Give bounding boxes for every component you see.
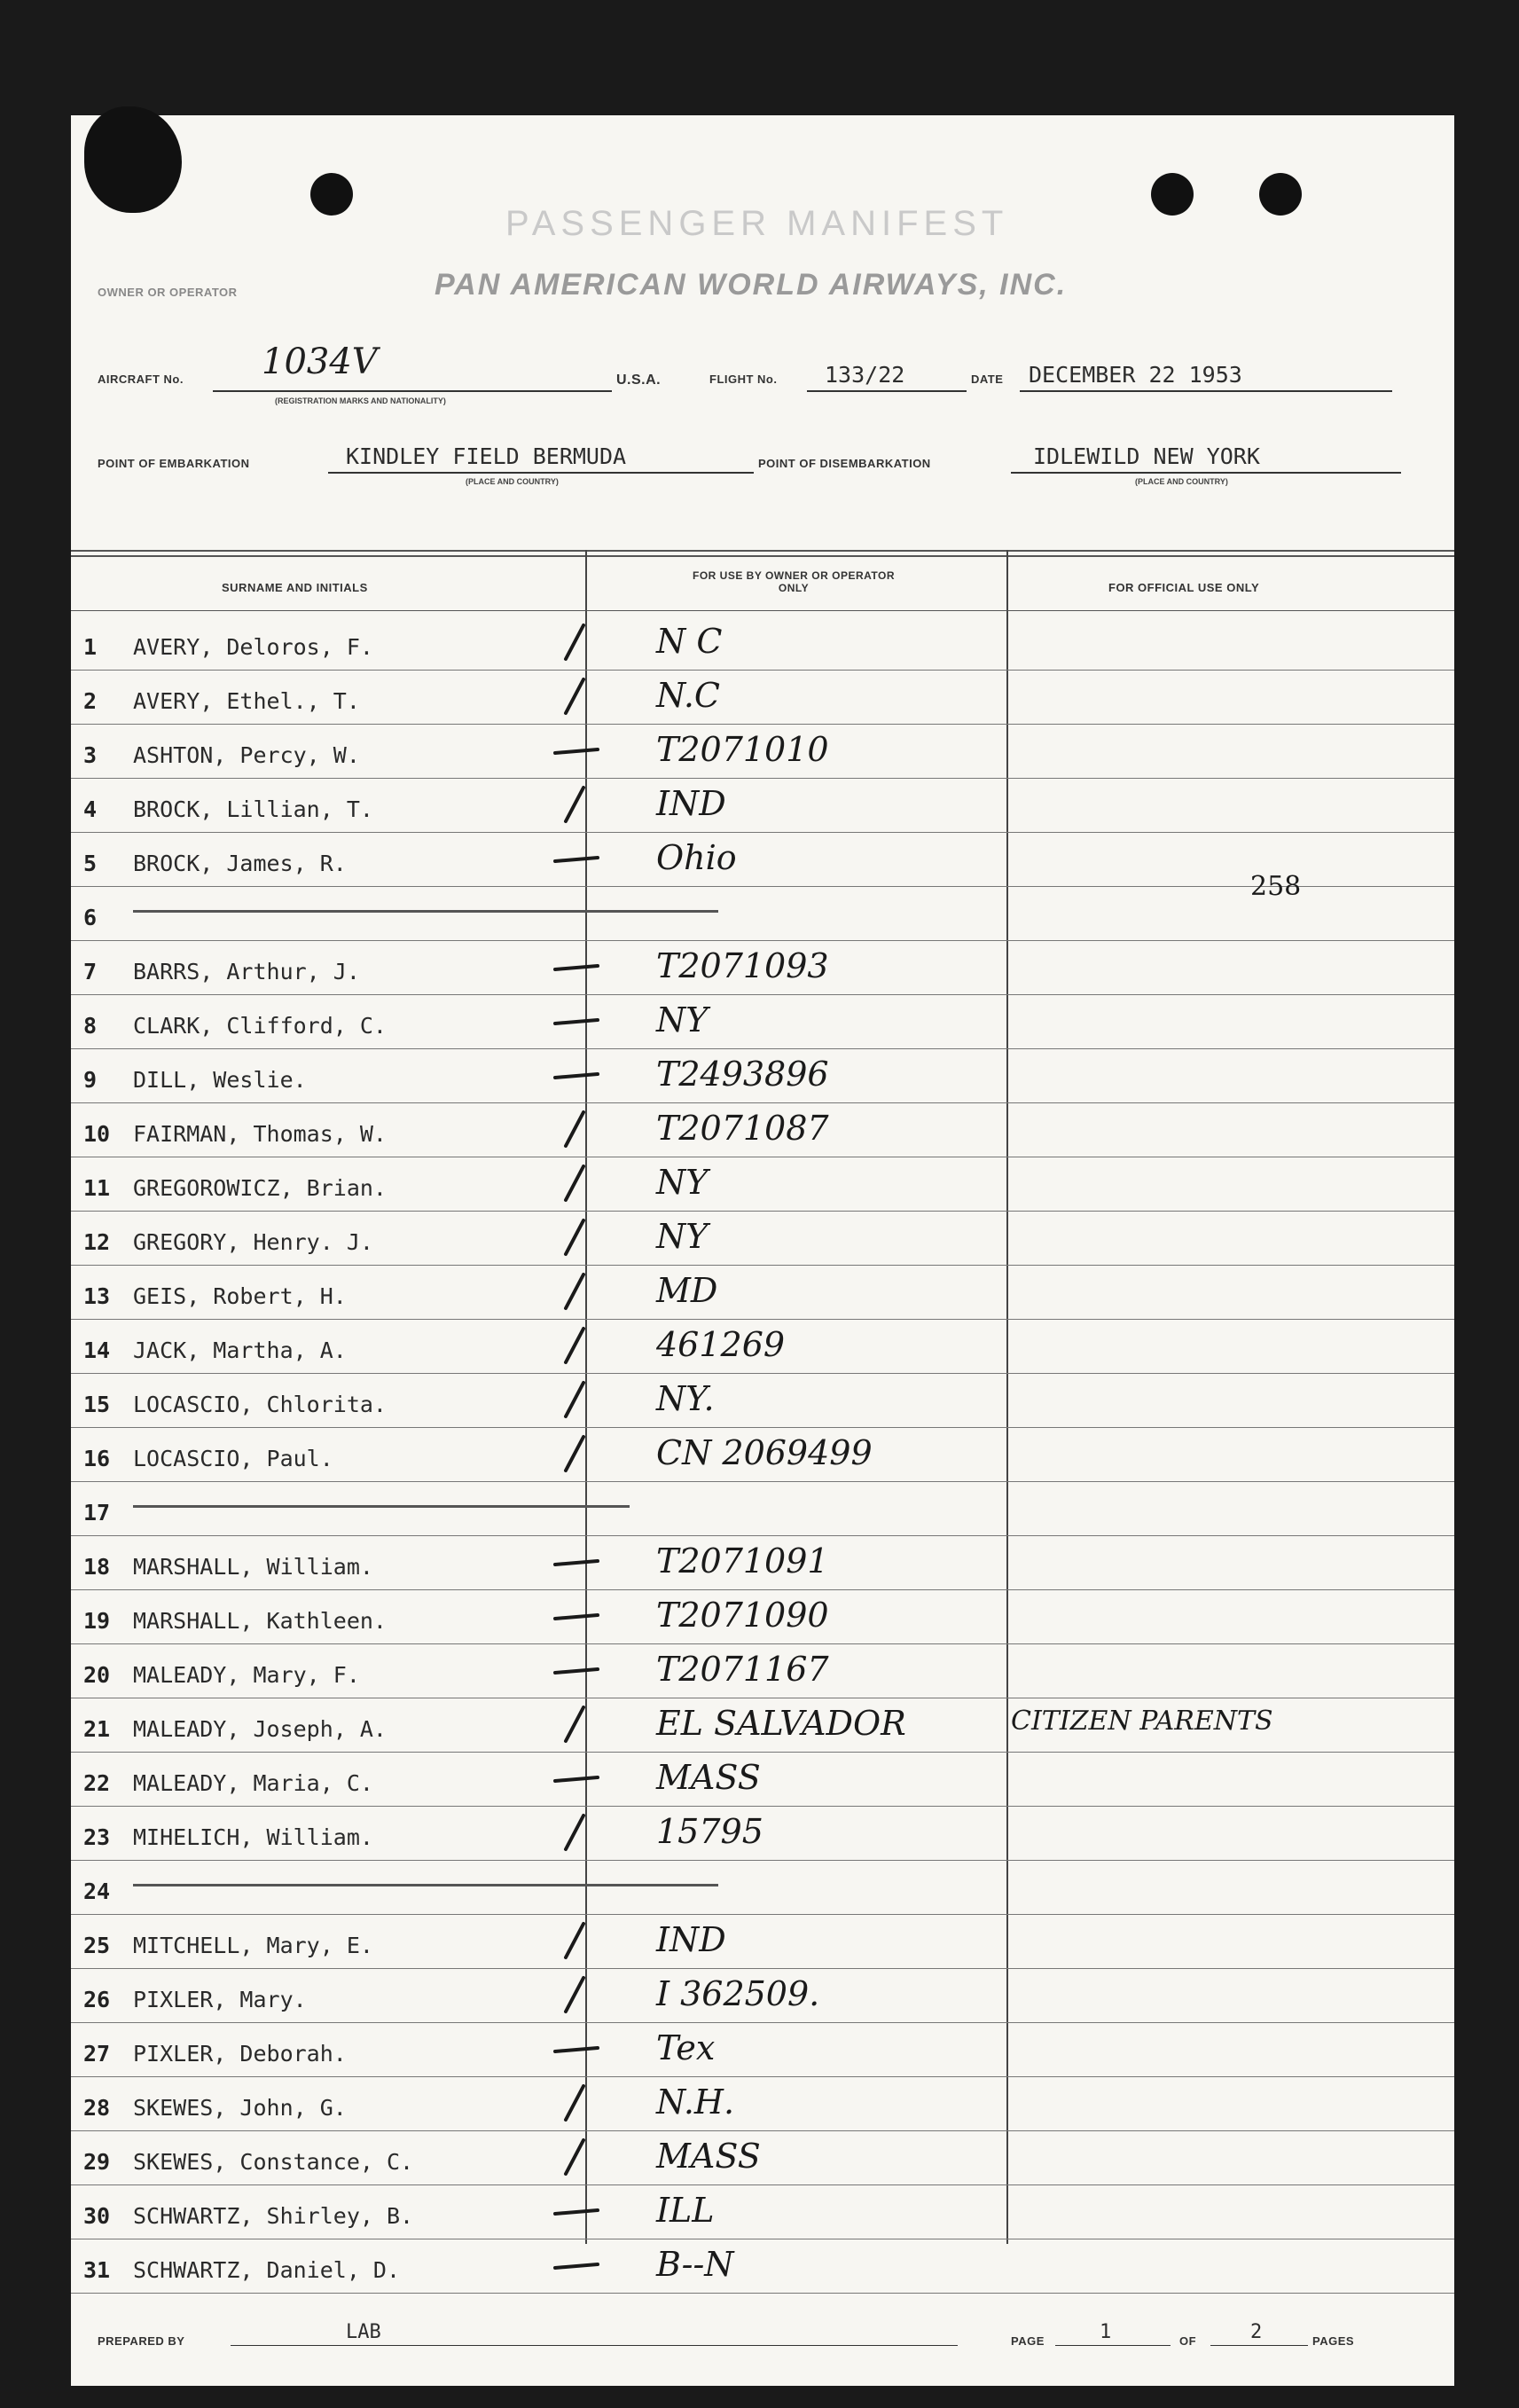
owner-label: OWNER OR OPERATOR <box>98 286 238 299</box>
passenger-name: FAIRMAN, Thomas, W. <box>133 1121 387 1147</box>
passenger-name: MIHELICH, William. <box>133 1824 373 1850</box>
table-row <box>71 779 1454 833</box>
passenger-name: MITCHELL, Mary, E. <box>133 1933 373 1958</box>
strikeout-line <box>133 910 718 913</box>
row-number: 10 <box>83 1121 111 1147</box>
row-number: 12 <box>83 1229 111 1255</box>
passenger-table <box>71 550 1454 2284</box>
registration-note: (REGISTRATION MARKS AND NATIONALITY) <box>275 396 446 405</box>
row-number: 3 <box>83 742 98 768</box>
check-mark-icon <box>550 1920 603 1961</box>
disembark-place: IDLEWILD NEW YORK <box>1033 443 1260 469</box>
punch-hole <box>1259 173 1302 216</box>
prepared-by: LAB <box>346 2321 381 2343</box>
operator-note: MASS <box>656 2137 761 2176</box>
operator-note: 461269 <box>656 1325 786 1364</box>
row-number: 27 <box>83 2041 111 2067</box>
operator-note: T2071010 <box>656 730 829 769</box>
operator-note: B--N <box>656 2245 734 2284</box>
row-number: 8 <box>83 1013 98 1039</box>
check-mark-icon <box>550 1000 603 1041</box>
table-row <box>71 1915 1454 1969</box>
date-label: DATE <box>971 373 1004 386</box>
check-mark-icon <box>550 2028 603 2069</box>
date-underline <box>1020 390 1392 392</box>
operator-note: MD <box>656 1271 718 1310</box>
check-mark-icon <box>550 838 603 879</box>
row-number: 2 <box>83 688 98 714</box>
operator-note: Ohio <box>656 838 737 877</box>
check-mark-icon <box>550 1974 603 2015</box>
embark-underline <box>328 472 754 474</box>
flight-underline <box>807 390 967 392</box>
row-number: 13 <box>83 1283 111 1309</box>
strikeout-line <box>133 1505 630 1508</box>
passenger-name: PIXLER, Mary. <box>133 1987 307 2012</box>
table-row <box>71 1482 1454 1536</box>
table-top-rule <box>71 550 1454 552</box>
table-row <box>71 941 1454 995</box>
passenger-name: GEIS, Robert, H. <box>133 1283 347 1309</box>
disembark-underline <box>1011 472 1401 474</box>
operator-note: T2071091 <box>656 1541 829 1580</box>
operator-note: CN 2069499 <box>656 1433 873 1472</box>
check-mark-icon <box>550 676 603 717</box>
table-top-rule <box>71 555 1454 557</box>
passenger-name: MARSHALL, William. <box>133 1554 373 1580</box>
table-row <box>71 995 1454 1049</box>
operator-note: EL SALVADOR <box>656 1704 906 1743</box>
header-bottom-rule <box>71 610 1454 611</box>
manifest-title: PASSENGER MANIFEST <box>505 204 1009 243</box>
aircraft-number: 1034V <box>262 341 378 382</box>
operator-note: T2071090 <box>656 1596 829 1635</box>
operator-note: NY <box>656 1000 709 1039</box>
operator-note: T2493896 <box>656 1055 829 1094</box>
row-number: 26 <box>83 1987 111 2012</box>
usa-label: U.S.A. <box>616 373 662 388</box>
check-mark-icon <box>550 622 603 663</box>
embark-place: KINDLEY FIELD BERMUDA <box>346 443 627 469</box>
table-row <box>71 1266 1454 1320</box>
check-mark-icon <box>550 1271 603 1312</box>
passenger-name: JACK, Martha, A. <box>133 1337 347 1363</box>
flight-number: 133/22 <box>825 362 905 388</box>
row-number: 20 <box>83 1662 111 1688</box>
strikeout-line <box>133 1884 718 1886</box>
of-underline <box>1210 2345 1308 2346</box>
passenger-name: GREGOROWICZ, Brian. <box>133 1175 387 1201</box>
table-row <box>71 2023 1454 2077</box>
owner-name: PAN AMERICAN WORLD AIRWAYS, INC. <box>435 268 1068 302</box>
table-row <box>71 1212 1454 1266</box>
check-mark-icon <box>550 1055 603 1095</box>
table-row <box>71 1753 1454 1807</box>
prepared-label: PREPARED BY <box>98 2334 185 2348</box>
operator-note: IND <box>656 784 726 823</box>
operator-note: T2071087 <box>656 1109 829 1148</box>
place-note-1: (PLACE AND COUNTRY) <box>466 477 559 486</box>
passenger-name: BARRS, Arthur, J. <box>133 959 360 984</box>
passenger-name: DILL, Weslie. <box>133 1067 307 1093</box>
row-number: 6 <box>83 905 98 930</box>
passenger-name: SCHWARTZ, Shirley, B. <box>133 2203 414 2229</box>
col-header-official: FOR OFFICIAL USE ONLY <box>1108 581 1260 594</box>
table-row <box>71 1536 1454 1590</box>
disembark-label: POINT OF DISEMBARKATION <box>758 457 931 470</box>
row-number: 15 <box>83 1392 111 1417</box>
row-rule <box>71 2293 1454 2294</box>
row-number: 22 <box>83 1770 111 1796</box>
manifest-page <box>71 115 1454 2386</box>
row-number: 31 <box>83 2257 111 2283</box>
operator-note: I 362509. <box>656 1974 820 2013</box>
row-number: 17 <box>83 1500 111 1526</box>
pages-label: PAGES <box>1312 2334 1355 2348</box>
aircraft-underline <box>213 390 612 392</box>
row-number: 11 <box>83 1175 111 1201</box>
check-mark-icon <box>550 1650 603 1690</box>
check-mark-icon <box>550 1541 603 1582</box>
operator-note: IND <box>656 1920 726 1959</box>
operator-note: N C <box>656 622 723 661</box>
flight-date: DECEMBER 22 1953 <box>1029 362 1242 388</box>
table-row <box>71 1428 1454 1482</box>
row-number: 9 <box>83 1067 98 1093</box>
passenger-name: SCHWARTZ, Daniel, D. <box>133 2257 401 2283</box>
row-number: 16 <box>83 1446 111 1471</box>
passenger-name: SKEWES, John, G. <box>133 2095 347 2121</box>
table-row <box>71 1969 1454 2023</box>
passenger-name: CLARK, Clifford, C. <box>133 1013 387 1039</box>
official-note: CITIZEN PARENTS <box>1011 1706 1273 1737</box>
punch-hole <box>84 106 182 213</box>
row-number: 24 <box>83 1879 111 1904</box>
aircraft-label: AIRCRAFT No. <box>98 373 184 386</box>
passenger-name: LOCASCIO, Paul. <box>133 1446 333 1471</box>
check-mark-icon <box>550 2245 603 2286</box>
row-number: 18 <box>83 1554 111 1580</box>
punch-hole <box>1151 173 1194 216</box>
row-number: 14 <box>83 1337 111 1363</box>
check-mark-icon <box>550 2137 603 2177</box>
check-mark-icon <box>550 1758 603 1799</box>
row-number: 28 <box>83 2095 111 2121</box>
row-number: 21 <box>83 1716 111 1742</box>
punch-hole <box>310 173 353 216</box>
table-row <box>71 2131 1454 2185</box>
table-row <box>71 1157 1454 1212</box>
passenger-name: AVERY, Deloros, F. <box>133 634 373 660</box>
passenger-name: MARSHALL, Kathleen. <box>133 1608 387 1634</box>
check-mark-icon <box>550 1109 603 1149</box>
table-row <box>71 1807 1454 1861</box>
table-row <box>71 1644 1454 1698</box>
row-number: 7 <box>83 959 98 984</box>
operator-note: Tex <box>656 2028 716 2067</box>
col-header-name: SURNAME AND INITIALS <box>222 581 368 594</box>
operator-note: NY. <box>656 1379 715 1418</box>
check-mark-icon <box>550 1325 603 1366</box>
row-number: 29 <box>83 2149 111 2175</box>
check-mark-icon <box>550 2082 603 2123</box>
operator-note: NY <box>656 1217 709 1256</box>
passenger-name: BROCK, Lillian, T. <box>133 796 373 822</box>
table-row <box>71 1320 1454 1374</box>
passenger-name: GREGORY, Henry. J. <box>133 1229 373 1255</box>
passenger-name: BROCK, James, R. <box>133 851 347 876</box>
operator-note: NY <box>656 1163 709 1202</box>
page-underline <box>1055 2345 1171 2346</box>
passenger-name: LOCASCIO, Chlorita. <box>133 1392 387 1417</box>
page-number: 1 <box>1100 2321 1112 2343</box>
page-label: PAGE <box>1011 2334 1045 2348</box>
row-number: 25 <box>83 1933 111 1958</box>
operator-note: N.H. <box>656 2082 735 2122</box>
check-mark-icon <box>550 1704 603 1745</box>
table-row <box>71 725 1454 779</box>
check-mark-icon <box>550 1812 603 1853</box>
table-row <box>71 671 1454 725</box>
operator-note: 15795 <box>656 1812 763 1851</box>
col-header-operator: FOR USE BY OWNER OR OPERATOR ONLY <box>692 569 896 594</box>
check-mark-icon <box>550 1217 603 1258</box>
passenger-name: MALEADY, Joseph, A. <box>133 1716 387 1742</box>
prepared-underline <box>231 2345 958 2346</box>
table-row <box>71 2239 1454 2294</box>
operator-note: N.C <box>656 676 720 715</box>
passenger-name: MALEADY, Maria, C. <box>133 1770 373 1796</box>
row-number: 1 <box>83 634 98 660</box>
table-row <box>71 1374 1454 1428</box>
check-mark-icon <box>550 2191 603 2232</box>
table-row <box>71 871 1454 941</box>
row-number: 4 <box>83 796 98 822</box>
row-number: 19 <box>83 1608 111 1634</box>
place-note-2: (PLACE AND COUNTRY) <box>1135 477 1228 486</box>
of-label: OF <box>1179 2334 1197 2348</box>
operator-note: T2071167 <box>656 1650 829 1689</box>
check-mark-icon <box>550 730 603 771</box>
table-row <box>71 2077 1454 2131</box>
table-row <box>71 2185 1454 2239</box>
row-number: 23 <box>83 1824 111 1850</box>
table-row <box>71 1049 1454 1103</box>
passenger-name: AVERY, Ethel., T. <box>133 688 360 714</box>
table-row <box>71 1590 1454 1644</box>
operator-note: ILL <box>656 2191 715 2230</box>
operator-note: T2071093 <box>656 946 829 985</box>
row-number: 5 <box>83 851 98 876</box>
passenger-name: MALEADY, Mary, F. <box>133 1662 360 1688</box>
check-mark-icon <box>550 1433 603 1474</box>
check-mark-icon <box>550 784 603 825</box>
table-row <box>71 1698 1454 1753</box>
check-mark-icon <box>550 1379 603 1420</box>
passenger-name: PIXLER, Deborah. <box>133 2041 347 2067</box>
official-note: 258 <box>1250 871 1302 902</box>
check-mark-icon <box>550 1596 603 1636</box>
embark-label: POINT OF EMBARKATION <box>98 457 250 470</box>
check-mark-icon <box>550 1163 603 1204</box>
flight-label: FLIGHT No. <box>709 373 778 386</box>
row-number: 30 <box>83 2203 111 2229</box>
passenger-name: SKEWES, Constance, C. <box>133 2149 414 2175</box>
passenger-name: ASHTON, Percy, W. <box>133 742 360 768</box>
check-mark-icon <box>550 946 603 987</box>
operator-note: MASS <box>656 1758 761 1797</box>
table-row <box>71 833 1454 887</box>
page-total: 2 <box>1250 2321 1263 2343</box>
table-row <box>71 1103 1454 1157</box>
table-row <box>71 1861 1454 1915</box>
table-row <box>71 616 1454 671</box>
